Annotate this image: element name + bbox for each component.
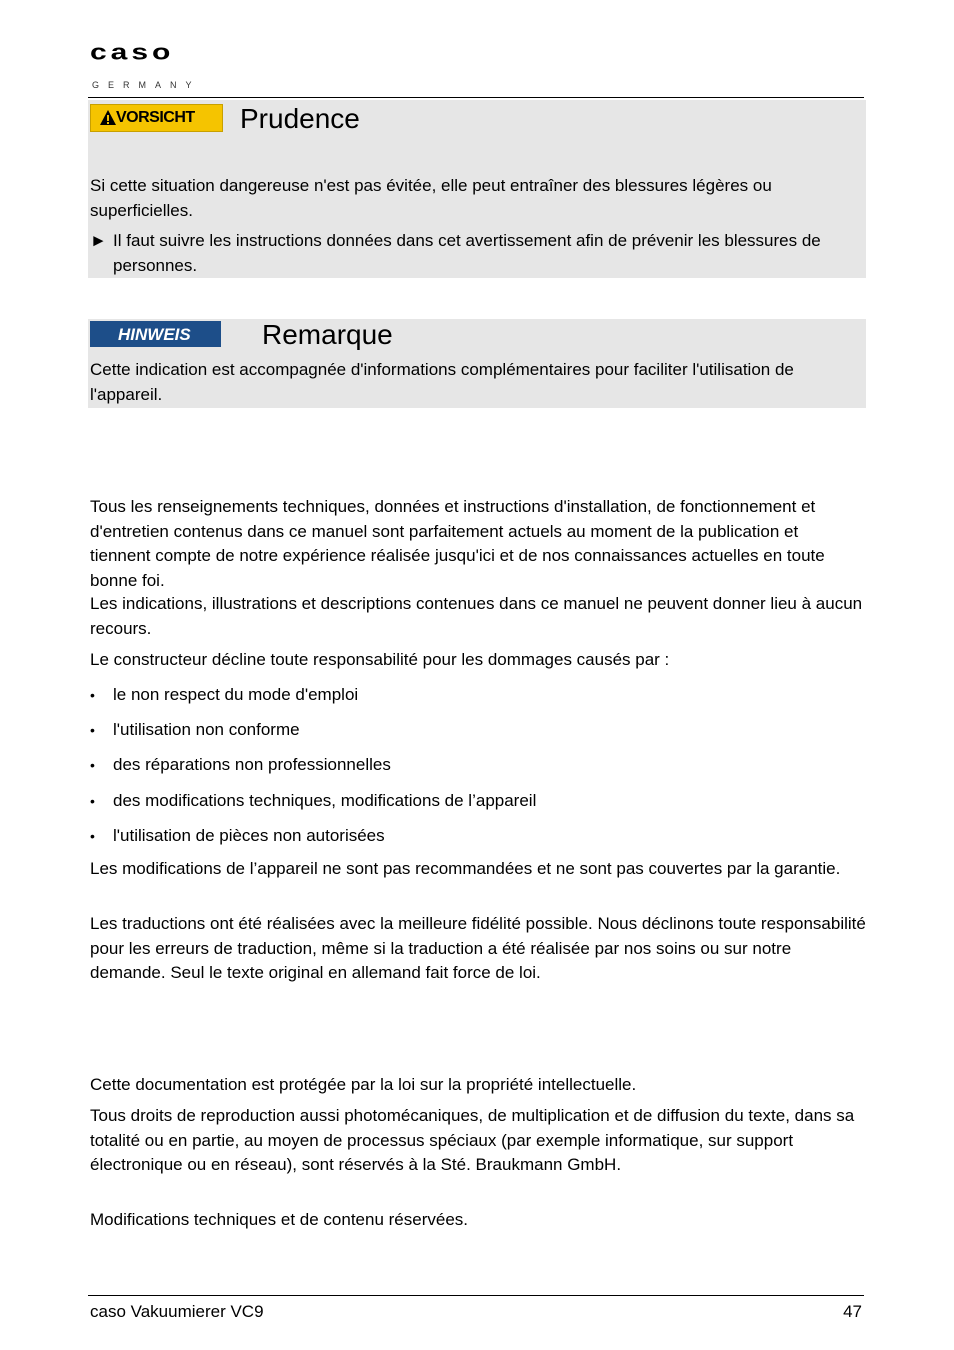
caso-logo xyxy=(80,34,205,94)
bullet-icon: • xyxy=(90,793,95,809)
bullet-text: l'utilisation non conforme xyxy=(113,720,300,739)
logo-wordmark: caso xyxy=(90,40,175,65)
hinweis-badge xyxy=(90,321,221,347)
copyright-paragraph-2: Tous droits de reproduction aussi photomécaniques, de multiplication et de diffusion du texte, dans sa totalité ou en partie, au moyen de processus spéciaux (par exemple informatique, sur support électronique ou en réseau), sont réservés à la Sté. Braukmann GmbH. xyxy=(90,1106,855,1174)
liability-bullet xyxy=(90,753,850,777)
bullet-text: l'utilisation de pièces non autorisées xyxy=(113,826,385,845)
bullet-icon: • xyxy=(90,722,95,738)
vorsicht-label: VORSICHT xyxy=(116,109,195,126)
note-text: Cette indication est accompagnée d'informations complémentaires pour faciliter l'utilisation de l'appareil. xyxy=(90,360,794,404)
bullet-icon: • xyxy=(90,757,95,773)
liability-paragraph-3: Le constructeur décline toute responsabilité pour les dommages causés par : xyxy=(90,650,670,669)
warning-instruction: Il faut suivre les instructions données dans cet avertissement afin de prévenir les blessures de personnes. xyxy=(113,231,821,275)
liability-bullet xyxy=(90,824,850,848)
warning-title: Prudence xyxy=(240,103,360,134)
warning-text: Si cette situation dangereuse n'est pas évitée, elle peut entraîner des blessures légères ou superficielles. xyxy=(90,176,772,220)
liability-paragraph-2: Les indications, illustrations et descriptions contenues dans ce manuel ne peuvent donner lieu à aucun recours. xyxy=(90,594,863,638)
page-number: 47 xyxy=(843,1302,862,1321)
warning-triangle-icon xyxy=(99,109,117,126)
instruction-arrow-icon: ► xyxy=(90,231,107,250)
vorsicht-badge xyxy=(90,104,223,132)
liability-bullet xyxy=(90,683,850,707)
liability-paragraph-5: Les traductions ont été réalisées avec la meilleure fidélité possible. Nous déclinons toute responsabilité pour les erreurs de traduction, même si la traduction a été réalisée par nos soins ou sur notre demande. Seul le texte original en allemand fait force de loi. xyxy=(90,914,866,982)
footer-product-name: caso Vakuumierer VC9 xyxy=(90,1302,264,1321)
bullet-text: des modifications techniques, modifications de l’appareil xyxy=(113,791,537,810)
bullet-icon: • xyxy=(90,687,95,703)
liability-bullet xyxy=(90,718,850,742)
bullet-text: des réparations non professionnelles xyxy=(113,755,391,774)
bullet-icon: • xyxy=(90,828,95,844)
bullet-text: le non respect du mode d'emploi xyxy=(113,685,359,704)
liability-paragraph-4: Les modifications de l’appareil ne sont pas recommandées et ne sont pas couvertes par la garantie. xyxy=(90,859,841,878)
note-title: Remarque xyxy=(262,319,393,350)
hinweis-label: HINWEIS xyxy=(118,325,191,344)
footer-rule xyxy=(88,1295,864,1296)
copyright-paragraph-1: Cette documentation est protégée par la loi sur la propriété intellectuelle. xyxy=(90,1075,637,1094)
logo-subtitle: GERMANY xyxy=(92,80,201,90)
liability-paragraph-1: Tous les renseignements techniques, données et instructions d'installation, de fonctionnement et d'entretien contenus dans ce manuel sont parfaitement actuels au moment de la publication et tiennent compte de notre expérience réalisée jusqu'ici et de nos connaissances actuelles en toute bonne foi. xyxy=(90,497,825,590)
header-rule xyxy=(88,97,864,98)
copyright-paragraph-3: Modifications techniques et de contenu réservées. xyxy=(90,1210,469,1229)
liability-bullet xyxy=(90,789,850,813)
